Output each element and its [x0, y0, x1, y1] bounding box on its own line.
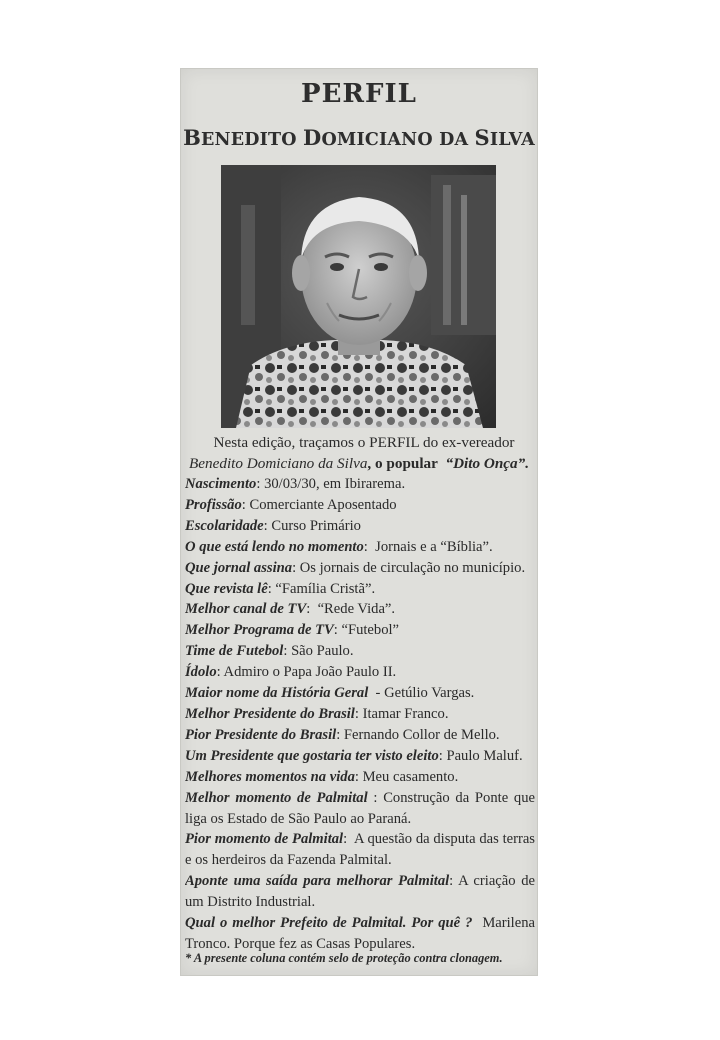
entry-answer: Itamar Franco. — [362, 705, 449, 722]
entry-question: Que revista lê — [185, 580, 268, 597]
profile-entry — [185, 725, 535, 746]
entry-answer: Fernando Collor de Mello. — [343, 726, 500, 743]
entry-answer: “Rede Vida”. — [317, 601, 396, 618]
entry-question: Ídolo — [185, 664, 217, 681]
entry-separator: : — [354, 705, 363, 722]
profile-entry — [185, 767, 535, 788]
entry-separator: : — [438, 747, 447, 764]
intro-paragraph — [187, 433, 533, 474]
profile-entry — [185, 495, 535, 516]
newspaper-clipping — [180, 68, 538, 976]
entry-question: Melhor Programa de TV — [185, 622, 334, 639]
entry-answer: Jornais e a “Bíblia”. — [375, 538, 493, 555]
entry-answer: Construção da Ponte que liga os Estado de São Paulo ao Paraná. — [185, 789, 535, 827]
entry-question: Maior nome da História Geral — [185, 685, 369, 702]
name-part: ENEDITO — [201, 130, 304, 150]
entry-answer: A criação de um Distrito Industrial. — [185, 873, 535, 911]
entry-question: Escolaridade — [185, 517, 264, 534]
profile-entries — [185, 474, 535, 955]
entry-answer: São Paulo. — [291, 643, 354, 660]
profile-name — [181, 125, 537, 150]
entry-separator: : — [354, 768, 363, 785]
profile-full-name: Benedito Domiciano da Silva — [189, 454, 368, 472]
profile-entry — [185, 474, 535, 495]
profile-entry — [185, 537, 535, 558]
entry-separator: : — [449, 873, 459, 890]
entry-question: Melhor canal de TV — [185, 601, 307, 618]
entry-answer: 30/03/30, em Ibirarema. — [264, 476, 406, 492]
entry-separator: : — [263, 517, 272, 534]
entry-question: Pior Presidente do Brasil — [185, 726, 337, 743]
name-part: S — [474, 125, 490, 150]
entry-question: Melhor momento de Palmital — [185, 789, 368, 806]
entry-answer: Marilena Tronco. Porque fez as Casas Populares. — [185, 915, 535, 952]
nickname: “Dito Onça”. — [445, 454, 530, 472]
profile-entry — [185, 662, 535, 683]
entry-separator: : — [292, 559, 300, 576]
name-part: OMICIANO — [321, 130, 440, 150]
intro-line: Nesta edição, traçamos o PERFIL do ex-vereador — [213, 434, 515, 451]
entry-question: Melhores momentos na vida — [185, 768, 355, 785]
entry-separator: : — [283, 643, 292, 660]
profile-entry — [185, 913, 535, 955]
entry-separator: : — [306, 601, 318, 618]
entry-answer: Curso Primário — [271, 517, 361, 534]
entry-question: Qual o melhor Prefeito de Palmital. Por quê ? — [185, 915, 473, 932]
name-part: D — [303, 125, 322, 150]
entry-separator: : — [363, 538, 376, 555]
entry-separator: : — [333, 622, 342, 639]
entry-question: O que está lendo no momento — [185, 538, 364, 555]
profile-entry — [185, 871, 535, 913]
profile-entry — [185, 558, 535, 579]
profile-entry — [185, 683, 535, 704]
profile-entry — [185, 516, 535, 537]
entry-separator: : — [216, 664, 224, 681]
entry-question: Time de Futebol — [185, 643, 284, 660]
entry-separator: : — [267, 580, 276, 597]
name-part: ILVA — [489, 130, 535, 150]
entry-answer: Os jornais de circulação no município. — [299, 559, 526, 576]
entry-separator: : — [367, 789, 384, 806]
profile-entry — [185, 788, 535, 830]
footnote: * A presente coluna contém selo de proteção contra clonagem. — [185, 951, 503, 965]
entry-question: Profissão — [185, 496, 242, 513]
entry-question: Aponte uma saída para melhorar Palmital — [185, 873, 450, 890]
profile-entry — [185, 704, 535, 725]
entry-answer: Getúlio Vargas. — [384, 685, 475, 702]
entry-question: Nascimento — [185, 476, 257, 492]
profile-entry — [185, 599, 535, 620]
entry-question: Que jornal assina — [185, 559, 293, 576]
entry-separator: - — [368, 685, 385, 702]
entry-answer: Meu casamento. — [362, 768, 459, 785]
profile-entry — [185, 579, 535, 600]
section-title: PERFIL — [301, 79, 417, 109]
portrait-image — [221, 165, 496, 428]
entry-separator: : — [336, 726, 344, 743]
entry-separator — [472, 915, 482, 931]
entry-answer: Paulo Maluf. — [446, 747, 523, 764]
entry-answer: “Futebol” — [341, 622, 400, 639]
entry-answer: Comerciante Aposentado — [249, 496, 397, 513]
entry-question: Um Presidente que gostaria ter visto eleito — [185, 747, 439, 764]
entry-answer: Admiro o Papa João Paulo II. — [223, 664, 397, 681]
intro-line-name — [187, 454, 533, 475]
name-part: B — [183, 125, 202, 150]
intro-connector: , o popular — [367, 454, 438, 472]
profile-entry — [185, 829, 535, 871]
entry-question: Melhor Presidente do Brasil — [185, 705, 355, 722]
profile-entry — [185, 620, 535, 641]
entry-answer: A questão da disputa das terras e os herdeiros da Fazenda Palmital. — [185, 831, 535, 869]
entry-separator: : — [241, 496, 250, 513]
entry-separator: : — [343, 831, 354, 848]
profile-entry — [185, 746, 535, 767]
profile-entry — [185, 641, 535, 662]
entry-answer: “Família Cristã”. — [275, 580, 376, 597]
entry-separator: : — [256, 476, 265, 492]
portrait-photo — [221, 165, 496, 428]
entry-question: Pior momento de Palmital — [185, 831, 344, 848]
name-part: DA — [439, 130, 475, 150]
